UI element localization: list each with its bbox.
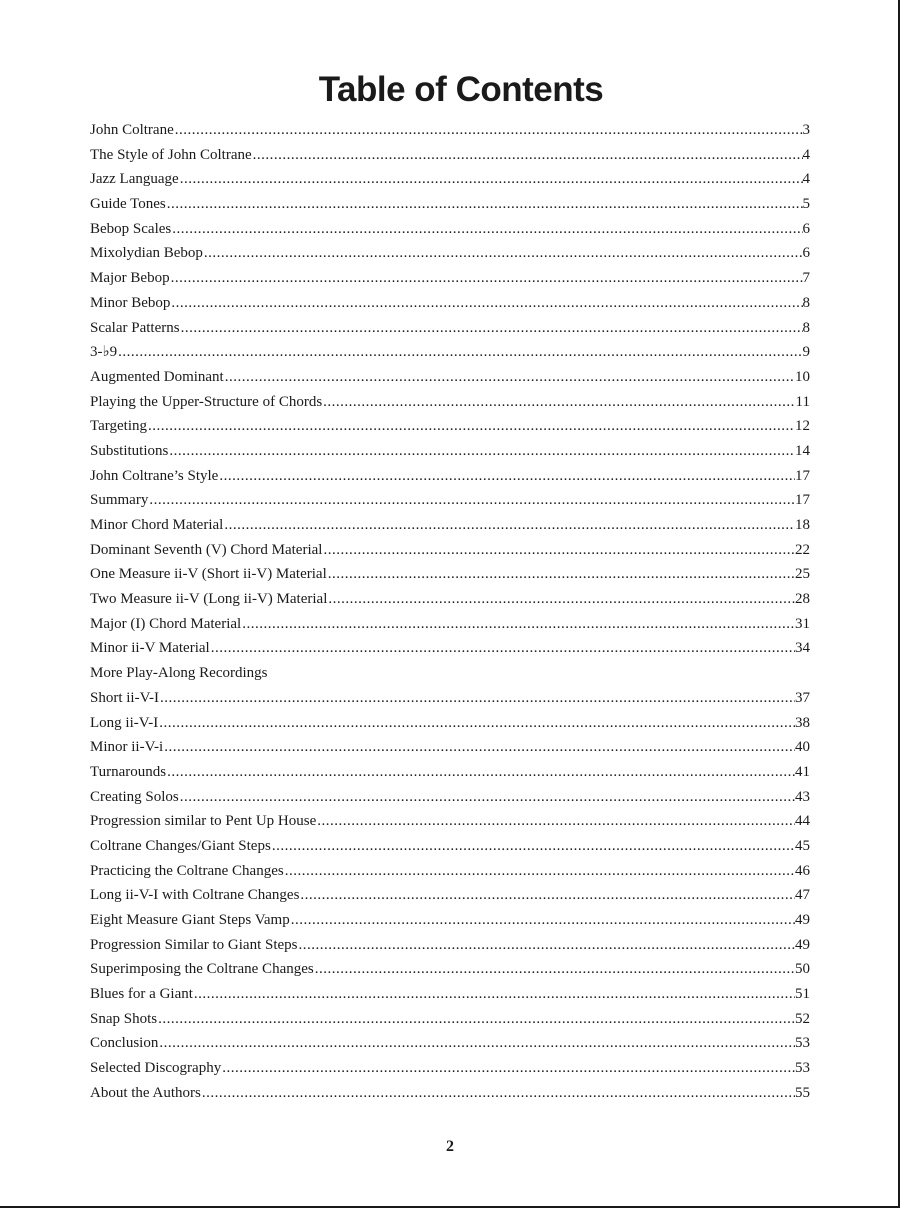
- toc-entry: [90, 686, 810, 711]
- toc-entry-title: The Style of John Coltrane: [90, 146, 252, 163]
- toc-entry-page: 11: [795, 393, 810, 410]
- toc-dot-leader: [172, 217, 802, 242]
- toc-entry-title: One Measure ii-V (Short ii-V) Material: [90, 566, 327, 583]
- toc-entry-title: Augmented Dominant: [90, 368, 224, 385]
- toc-entry: [90, 390, 810, 415]
- toc-entry-title: Practicing the Coltrane Changes: [90, 862, 284, 879]
- toc-entry-page: 37: [795, 689, 810, 706]
- toc-entry: [90, 562, 810, 587]
- toc-entry: [90, 414, 810, 439]
- toc-entry-page: 22: [795, 541, 810, 558]
- toc-entry-title: John Coltrane’s Style: [90, 467, 219, 484]
- toc-entry-title: Substitutions: [90, 442, 169, 459]
- toc-entry-title: John Coltrane: [90, 122, 174, 138]
- toc-entry: [90, 760, 810, 785]
- toc-entry-page: 4: [802, 146, 810, 163]
- toc-dot-leader: [323, 538, 795, 563]
- toc-entry-page: 6: [802, 220, 810, 237]
- toc-entry-title: Summary: [90, 492, 149, 509]
- toc-entry: [90, 1056, 810, 1081]
- toc-dot-leader: [323, 390, 795, 415]
- toc-entry: [90, 241, 810, 266]
- toc-entry-page: 38: [795, 714, 810, 731]
- toc-entry-title: Two Measure ii-V (Long ii-V) Material: [90, 591, 328, 608]
- toc-entry: [90, 1081, 810, 1106]
- toc-dot-leader: [328, 587, 795, 612]
- toc-entry-title: Major Bebop: [90, 270, 170, 287]
- toc-entry-title: Playing the Upper-Structure of Chords: [90, 393, 323, 410]
- toc-dot-leader: [159, 1031, 795, 1056]
- toc-entry: [90, 711, 810, 736]
- toc-dot-leader: [148, 414, 795, 439]
- toc-entry: [90, 143, 810, 168]
- toc-entry: [90, 834, 810, 859]
- toc-entry-title: Major (I) Chord Material: [90, 615, 242, 632]
- toc-entry: [90, 340, 810, 365]
- toc-entry: [90, 464, 810, 489]
- toc-entry-title: Blues for a Giant: [90, 986, 193, 1003]
- toc-dot-leader: [194, 982, 795, 1007]
- toc-entry-title: Minor ii-V Material: [90, 640, 210, 657]
- toc-entry: [90, 982, 810, 1007]
- toc-dot-leader: [171, 291, 802, 316]
- toc-dot-leader: [160, 686, 795, 711]
- toc-entry: [90, 883, 810, 908]
- toc-entry: [90, 908, 810, 933]
- toc-entry-page: 3: [802, 122, 810, 138]
- toc-entry: [90, 636, 810, 661]
- toc-entry-title: Coltrane Changes/Giant Steps: [90, 837, 271, 854]
- toc-dot-leader: [272, 834, 795, 859]
- toc-entry-title: About the Authors: [90, 1084, 201, 1101]
- toc-dot-leader: [222, 1056, 795, 1081]
- toc-dot-leader: [159, 711, 795, 736]
- toc-entry-title: Progression Similar to Giant Steps: [90, 936, 298, 953]
- toc-entry-title: Snap Shots: [90, 1010, 158, 1027]
- toc-entry-page: 7: [802, 270, 810, 287]
- toc-entry-page: 41: [795, 763, 810, 780]
- toc-entry-page: 52: [795, 1010, 810, 1027]
- toc-entry-title: Mixolydian Bebop: [90, 245, 203, 262]
- toc-dot-leader: [181, 316, 803, 341]
- toc-entry-page: 43: [795, 788, 810, 805]
- toc-entry-page: 47: [795, 887, 810, 904]
- toc-entry-title: Long ii-V-I with Coltrane Changes: [90, 887, 300, 904]
- toc-entry-page: 46: [795, 862, 810, 879]
- page-number: 2: [446, 1138, 454, 1155]
- toc-entry-title: More Play-Along Recordings: [90, 665, 268, 682]
- toc-dot-leader: [164, 735, 795, 760]
- toc-entry: [90, 538, 810, 563]
- toc-entry-page: 18: [795, 517, 810, 533]
- toc-entry: [90, 118, 810, 143]
- toc-entry-page: 53: [795, 1035, 810, 1052]
- toc-entry-page: 50: [795, 961, 810, 978]
- toc-dot-leader: [149, 488, 795, 513]
- toc-entry-title: 3-♭9: [90, 344, 118, 361]
- toc-entry-title: Scalar Patterns: [90, 319, 180, 336]
- toc-entry-title: Eight Measure Giant Steps Vamp: [90, 912, 290, 928]
- toc-entry-page: 8: [802, 319, 810, 336]
- toc-dot-leader: [211, 636, 795, 661]
- toc-entry-page: 44: [795, 813, 810, 830]
- toc-entry-title: Dominant Seventh (V) Chord Material: [90, 541, 323, 558]
- toc-dot-leader: [167, 192, 803, 217]
- toc-entry-title: Superimposing the Coltrane Changes: [90, 961, 314, 978]
- toc-entry: [90, 439, 810, 464]
- toc-entry: [90, 291, 810, 316]
- toc-entry-page: 5: [802, 196, 810, 213]
- toc-entry-page: 17: [795, 492, 810, 509]
- toc-entry-page: 51: [795, 986, 810, 1003]
- toc-entry: [90, 1031, 810, 1056]
- toc-dot-leader: [225, 365, 795, 390]
- toc-entry: [90, 735, 810, 760]
- toc-entry-title: Conclusion: [90, 1035, 159, 1052]
- toc-dot-leader: [167, 760, 795, 785]
- toc-entry: [90, 488, 810, 513]
- toc-dot-leader: [328, 562, 795, 587]
- table-of-contents: [90, 118, 810, 1106]
- toc-entry: [90, 587, 810, 612]
- toc-entry: [90, 859, 810, 884]
- toc-dot-leader: [180, 167, 803, 192]
- toc-dot-leader: [299, 933, 796, 958]
- toc-entry-page: 49: [795, 936, 810, 953]
- toc-entry-page: 14: [795, 442, 810, 459]
- toc-entry-title: Progression similar to Pent Up House: [90, 813, 317, 830]
- toc-entry-page: 8: [802, 294, 810, 311]
- toc-entry-page: 53: [795, 1060, 810, 1077]
- toc-entry-page: 55: [795, 1084, 810, 1101]
- toc-entry-title: Bebop Scales: [90, 220, 172, 237]
- toc-entry: [90, 1007, 810, 1032]
- toc-dot-leader: [317, 809, 795, 834]
- toc-dot-leader: [300, 883, 795, 908]
- toc-entry: [90, 316, 810, 341]
- toc-dot-leader: [118, 340, 802, 365]
- toc-entry-page: 40: [795, 739, 810, 756]
- toc-dot-leader: [219, 464, 795, 489]
- toc-dot-leader: [202, 1081, 795, 1106]
- toc-entry-title: Targeting: [90, 418, 147, 435]
- toc-entry-page: 10: [795, 368, 810, 385]
- toc-entry-page: 12: [795, 418, 810, 435]
- toc-entry-page: 4: [802, 171, 810, 188]
- toc-entry: [90, 661, 810, 686]
- toc-dot-leader: [291, 908, 795, 933]
- toc-entry: [90, 217, 810, 242]
- toc-entry: [90, 192, 810, 217]
- toc-entry-page: 34: [795, 640, 810, 657]
- toc-dot-leader: [204, 241, 803, 266]
- toc-entry-title: Jazz Language: [90, 171, 179, 188]
- toc-dot-leader: [180, 785, 795, 810]
- toc-entry-page: 9: [802, 344, 810, 361]
- toc-entry-page: 25: [795, 566, 810, 583]
- toc-dot-leader: [285, 859, 795, 884]
- toc-dot-leader: [224, 513, 795, 538]
- toc-entry-page: 28: [795, 591, 810, 608]
- toc-dot-leader: [169, 439, 795, 464]
- toc-entry-title: Minor Bebop: [90, 294, 171, 311]
- toc-entry: [90, 809, 810, 834]
- toc-entry: [90, 933, 810, 958]
- toc-entry-title: Long ii-V-I: [90, 714, 159, 731]
- toc-entry-title: Guide Tones: [90, 196, 166, 213]
- toc-entry-page: 6: [802, 245, 810, 262]
- toc-entry-page: 49: [795, 912, 810, 928]
- toc-entry-page: 17: [795, 467, 810, 484]
- page-title: Table of Contents: [318, 70, 604, 110]
- toc-entry-title: Minor ii-V-i: [90, 739, 164, 756]
- toc-entry: [90, 785, 810, 810]
- toc-entry: [90, 167, 810, 192]
- toc-dot-leader: [242, 612, 795, 637]
- toc-entry: [90, 365, 810, 390]
- toc-entry-title: Selected Discography: [90, 1060, 222, 1077]
- toc-entry-title: Turnarounds: [90, 763, 167, 780]
- toc-entry-title: Short ii-V-I: [90, 689, 160, 706]
- toc-dot-leader: [315, 957, 795, 982]
- toc-entry-page: 45: [795, 837, 810, 854]
- toc-dot-leader: [171, 266, 803, 291]
- toc-entry: [90, 957, 810, 982]
- toc-entry-title: Minor Chord Material: [90, 517, 224, 533]
- toc-dot-leader: [253, 143, 803, 168]
- toc-entry: [90, 612, 810, 637]
- toc-entry-title: Creating Solos: [90, 788, 179, 805]
- toc-dot-leader: [158, 1007, 795, 1032]
- toc-entry-page: 31: [795, 615, 810, 632]
- toc-dot-leader: [175, 118, 803, 143]
- toc-entry: [90, 513, 810, 538]
- toc-entry: [90, 266, 810, 291]
